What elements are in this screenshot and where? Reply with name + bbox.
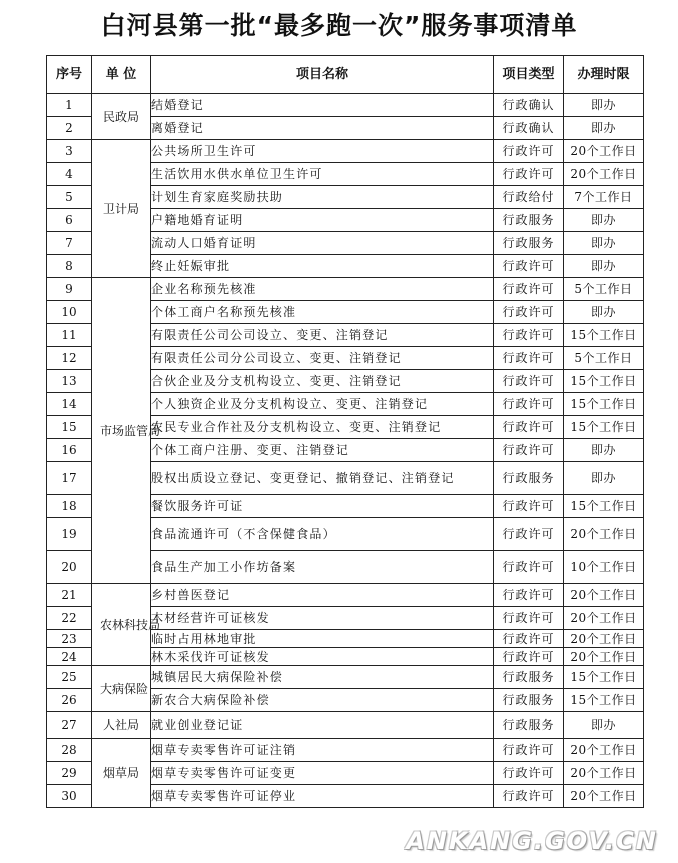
row-number: 11 xyxy=(47,324,92,347)
item-name: 乡村兽医登记 xyxy=(151,584,494,607)
row-number: 30 xyxy=(47,785,92,808)
item-type: 行政许可 xyxy=(494,416,564,439)
item-name: 就业创业登记证 xyxy=(151,712,494,739)
time-limit: 20个工作日 xyxy=(564,630,644,648)
unit-cell: 卫计局 xyxy=(92,140,151,278)
time-limit: 即办 xyxy=(564,117,644,140)
item-type: 行政许可 xyxy=(494,370,564,393)
item-type: 行政许可 xyxy=(494,551,564,584)
row-number: 22 xyxy=(47,607,92,630)
row-number: 16 xyxy=(47,439,92,462)
table-row xyxy=(47,712,644,739)
item-name: 合伙企业及分支机构设立、变更、注销登记 xyxy=(151,370,494,393)
item-name: 餐饮服务许可证 xyxy=(151,495,494,518)
item-name: 林木采伐许可证核发 xyxy=(151,648,494,666)
time-limit: 即办 xyxy=(564,255,644,278)
item-name: 股权出质设立登记、变更登记、撤销登记、注销登记 xyxy=(151,462,494,495)
item-type: 行政许可 xyxy=(494,518,564,551)
item-type: 行政许可 xyxy=(494,439,564,462)
row-number: 21 xyxy=(47,584,92,607)
time-limit: 15个工作日 xyxy=(564,393,644,416)
time-limit: 20个工作日 xyxy=(564,584,644,607)
time-limit: 20个工作日 xyxy=(564,607,644,630)
item-name: 企业名称预先核准 xyxy=(151,278,494,301)
row-number: 20 xyxy=(47,551,92,584)
item-type: 行政许可 xyxy=(494,140,564,163)
item-name: 烟草专卖零售许可证停业 xyxy=(151,785,494,808)
time-limit: 15个工作日 xyxy=(564,689,644,712)
item-name: 木材经营许可证核发 xyxy=(151,607,494,630)
time-limit: 5个工作日 xyxy=(564,278,644,301)
row-number: 25 xyxy=(47,666,92,689)
item-name: 临时占用林地审批 xyxy=(151,630,494,648)
item-type: 行政服务 xyxy=(494,689,564,712)
item-name: 城镇居民大病保险补偿 xyxy=(151,666,494,689)
item-type: 行政给付 xyxy=(494,186,564,209)
item-type: 行政许可 xyxy=(494,785,564,808)
item-type: 行政服务 xyxy=(494,209,564,232)
row-number: 23 xyxy=(47,630,92,648)
item-type: 行政许可 xyxy=(494,607,564,630)
watermark-logo: ANKANG.GOV.CN xyxy=(406,827,658,855)
time-limit: 20个工作日 xyxy=(564,140,644,163)
row-number: 18 xyxy=(47,495,92,518)
time-limit: 5个工作日 xyxy=(564,347,644,370)
row-number: 12 xyxy=(47,347,92,370)
item-name: 离婚登记 xyxy=(151,117,494,140)
table-header-row xyxy=(47,56,644,94)
unit-cell: 人社局 xyxy=(92,712,151,739)
item-type: 行政确认 xyxy=(494,94,564,117)
item-type: 行政服务 xyxy=(494,712,564,739)
time-limit: 20个工作日 xyxy=(564,648,644,666)
table-row xyxy=(47,666,644,689)
row-number: 2 xyxy=(47,117,92,140)
row-number: 9 xyxy=(47,278,92,301)
time-limit: 15个工作日 xyxy=(564,495,644,518)
item-type: 行政许可 xyxy=(494,255,564,278)
item-name: 烟草专卖零售许可证注销 xyxy=(151,739,494,762)
time-limit: 20个工作日 xyxy=(564,762,644,785)
table-row xyxy=(47,278,644,301)
row-number: 27 xyxy=(47,712,92,739)
time-limit: 15个工作日 xyxy=(564,666,644,689)
item-type: 行政许可 xyxy=(494,739,564,762)
row-number: 4 xyxy=(47,163,92,186)
time-limit: 15个工作日 xyxy=(564,370,644,393)
item-name: 户籍地婚育证明 xyxy=(151,209,494,232)
item-type: 行政服务 xyxy=(494,666,564,689)
row-number: 28 xyxy=(47,739,92,762)
unit-cell: 市场监管局 xyxy=(92,278,151,584)
time-limit: 20个工作日 xyxy=(564,163,644,186)
item-name: 结婚登记 xyxy=(151,94,494,117)
item-name: 个人独资企业及分支机构设立、变更、注销登记 xyxy=(151,393,494,416)
item-name: 食品流通许可（不含保健食品） xyxy=(151,518,494,551)
table-row xyxy=(47,739,644,762)
item-name: 生活饮用水供水单位卫生许可 xyxy=(151,163,494,186)
header-time-limit: 办理时限 xyxy=(564,56,644,94)
item-type: 行政许可 xyxy=(494,495,564,518)
unit-cell: 农林科技局 xyxy=(92,584,151,666)
row-number: 6 xyxy=(47,209,92,232)
time-limit: 15个工作日 xyxy=(564,416,644,439)
item-type: 行政许可 xyxy=(494,163,564,186)
table-body xyxy=(47,94,644,808)
time-limit: 即办 xyxy=(564,232,644,255)
header-unit: 单 位 xyxy=(92,56,151,94)
item-name: 有限责任公司分公司设立、变更、注销登记 xyxy=(151,347,494,370)
time-limit: 即办 xyxy=(564,712,644,739)
row-number: 29 xyxy=(47,762,92,785)
time-limit: 即办 xyxy=(564,462,644,495)
item-type: 行政许可 xyxy=(494,648,564,666)
header-item-type: 项目类型 xyxy=(494,56,564,94)
page-title: 白河县第一批“最多跑一次”服务事项清单 xyxy=(100,11,578,40)
item-name: 新农合大病保险补偿 xyxy=(151,689,494,712)
unit-cell: 民政局 xyxy=(92,94,151,140)
item-name: 食品生产加工小作坊备案 xyxy=(151,551,494,584)
time-limit: 即办 xyxy=(564,209,644,232)
time-limit: 20个工作日 xyxy=(564,785,644,808)
time-limit: 7个工作日 xyxy=(564,186,644,209)
item-type: 行政许可 xyxy=(494,347,564,370)
row-number: 1 xyxy=(47,94,92,117)
item-type: 行政服务 xyxy=(494,462,564,495)
row-number: 14 xyxy=(47,393,92,416)
row-number: 19 xyxy=(47,518,92,551)
row-number: 7 xyxy=(47,232,92,255)
row-number: 3 xyxy=(47,140,92,163)
row-number: 8 xyxy=(47,255,92,278)
item-name: 公共场所卫生许可 xyxy=(151,140,494,163)
item-type: 行政许可 xyxy=(494,301,564,324)
time-limit: 即办 xyxy=(564,439,644,462)
item-type: 行政许可 xyxy=(494,324,564,347)
item-name: 计划生育家庭奖励扶助 xyxy=(151,186,494,209)
row-number: 13 xyxy=(47,370,92,393)
unit-cell: 大病保险 xyxy=(92,666,151,712)
row-number: 24 xyxy=(47,648,92,666)
item-type: 行政许可 xyxy=(494,393,564,416)
time-limit: 即办 xyxy=(564,94,644,117)
service-list-table xyxy=(46,55,644,808)
time-limit: 20个工作日 xyxy=(564,518,644,551)
item-name: 流动人口婚育证明 xyxy=(151,232,494,255)
item-type: 行政服务 xyxy=(494,232,564,255)
header-item-name: 项目名称 xyxy=(151,56,494,94)
table-row xyxy=(47,94,644,117)
row-number: 17 xyxy=(47,462,92,495)
item-type: 行政许可 xyxy=(494,630,564,648)
item-name: 终止妊娠审批 xyxy=(151,255,494,278)
item-type: 行政许可 xyxy=(494,278,564,301)
item-type: 行政许可 xyxy=(494,584,564,607)
time-limit: 10个工作日 xyxy=(564,551,644,584)
time-limit: 20个工作日 xyxy=(564,739,644,762)
item-name: 烟草专卖零售许可证变更 xyxy=(151,762,494,785)
row-number: 10 xyxy=(47,301,92,324)
item-name: 个体工商户名称预先核准 xyxy=(151,301,494,324)
item-name: 个体工商户注册、变更、注销登记 xyxy=(151,439,494,462)
row-number: 15 xyxy=(47,416,92,439)
row-number: 5 xyxy=(47,186,92,209)
row-number: 26 xyxy=(47,689,92,712)
time-limit: 即办 xyxy=(564,301,644,324)
item-name: 有限责任公司公司设立、变更、注销登记 xyxy=(151,324,494,347)
header-no: 序号 xyxy=(47,56,92,94)
unit-cell: 烟草局 xyxy=(92,739,151,808)
time-limit: 15个工作日 xyxy=(564,324,644,347)
item-type: 行政许可 xyxy=(494,762,564,785)
table-row xyxy=(47,140,644,163)
item-type: 行政确认 xyxy=(494,117,564,140)
table-row xyxy=(47,584,644,607)
item-name: 农民专业合作社及分支机构设立、变更、注销登记 xyxy=(151,416,494,439)
